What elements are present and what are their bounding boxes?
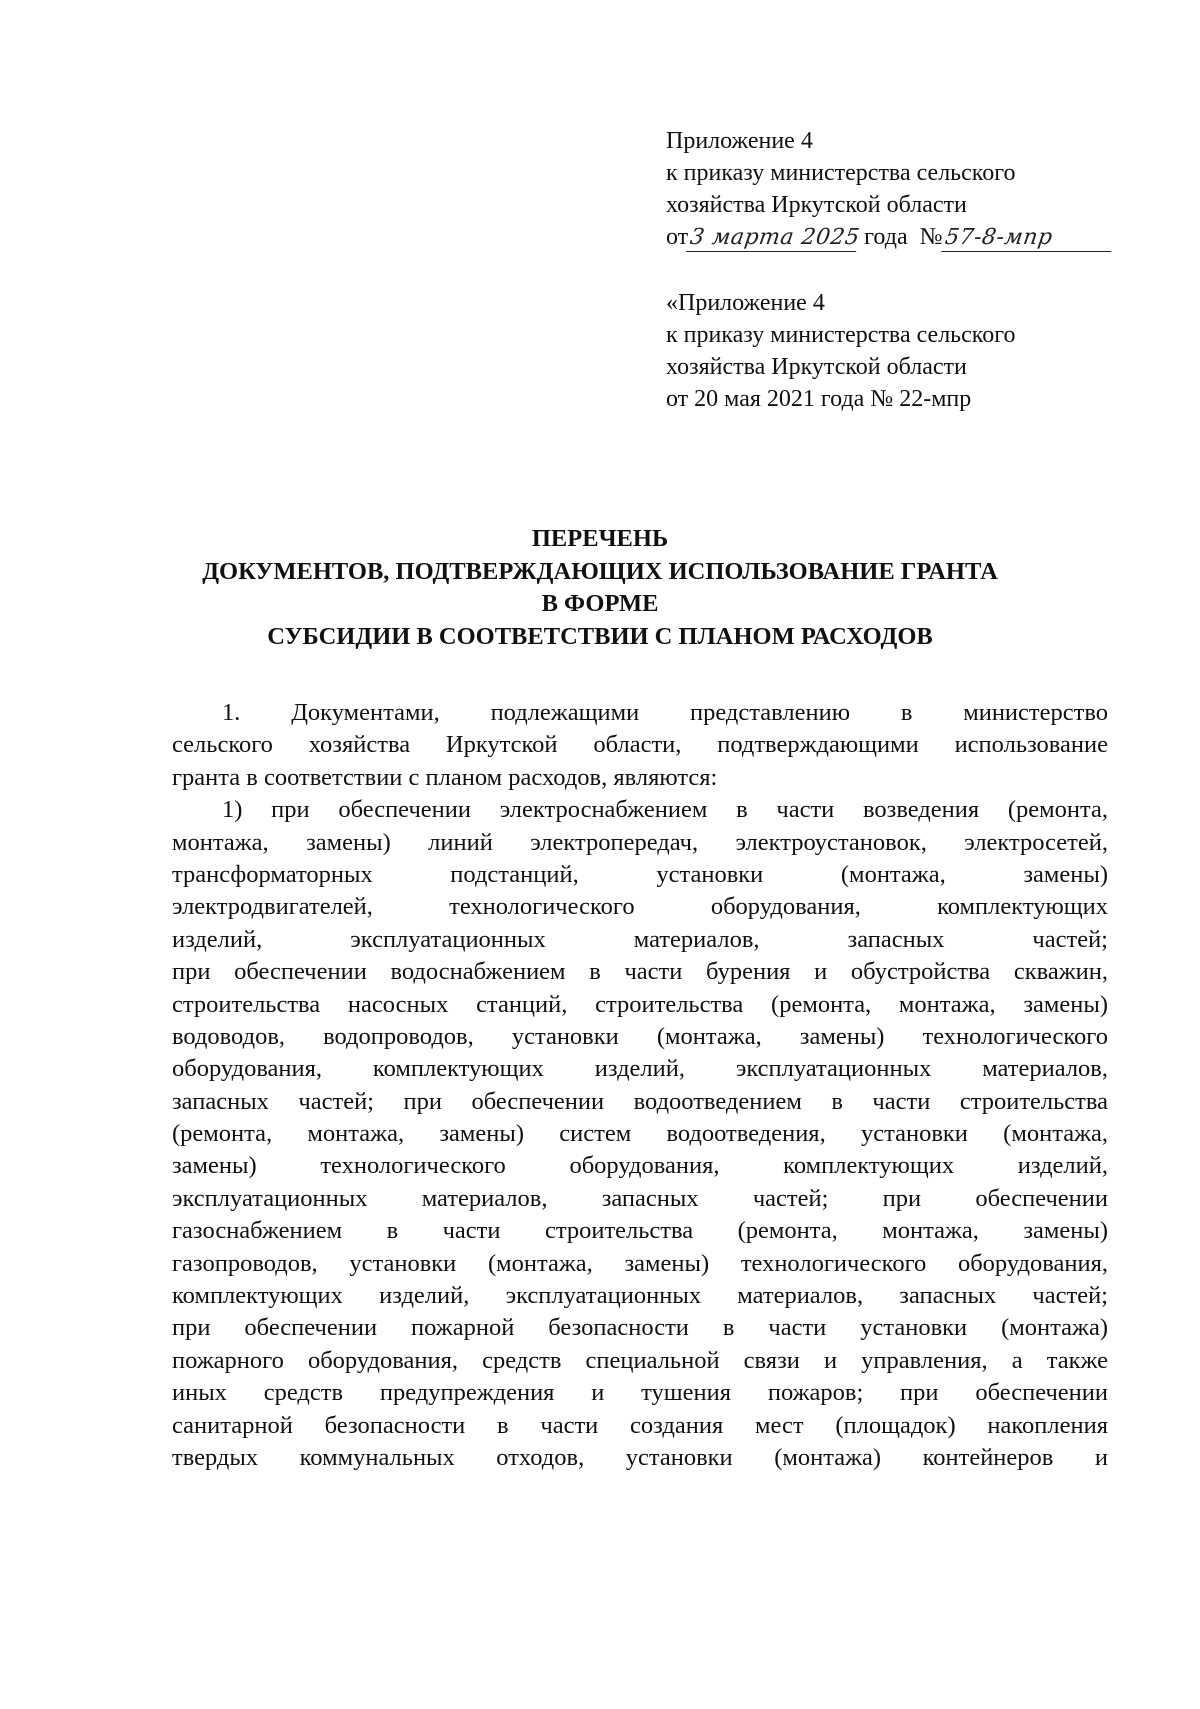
body-line: газопроводов, установки (монтажа, замены) технологического оборудования, [172, 1249, 1108, 1277]
appendix-old-line1: «Приложение 4 [666, 290, 825, 316]
body-line: комплектующих изделий, эксплуатационных материалов, запасных частей; [172, 1282, 1108, 1310]
body-line: гранта в соответствии с планом расходов, являются: [172, 763, 718, 791]
body-line: 1) при обеспечении электроснабжением в части возведения (ремонта, [222, 796, 1108, 824]
appendix-old-header [666, 287, 1146, 415]
title-line2: ДОКУМЕНТОВ, ПОДТВЕРЖДАЮЩИХ ИСПОЛЬЗОВАНИЕ ГРАНТА [202, 557, 998, 585]
appendix-new-line3: хозяйства Иркутской области [666, 192, 967, 218]
appendix-new-header [666, 125, 1146, 253]
appendix-old-line3: хозяйства Иркутской области [666, 354, 967, 380]
appendix-new-line1: Приложение 4 [666, 128, 813, 154]
body-line: эксплуатационных материалов, запасных частей; при обеспечении [172, 1184, 1108, 1212]
body-line: оборудования, комплектующих изделий, эксплуатационных материалов, [172, 1055, 1108, 1083]
body-line: газоснабжением в части строительства (ремонта, монтажа, замены) [172, 1217, 1108, 1245]
appendix-old-line2: к приказу министерства сельского [666, 322, 1016, 348]
body-line: сельского хозяйства Иркутской области, подтверждающими использование [172, 731, 1108, 759]
handwritten-date: 3 марта 2025 [686, 225, 860, 252]
document-title [150, 523, 1050, 653]
body-line: замены) технологического оборудования, комплектующих изделий, [172, 1152, 1108, 1180]
body-line: твердых коммунальных отходов, установки (монтажа) контейнеров и [172, 1443, 1108, 1471]
appendix-new-date-line [666, 221, 1146, 253]
number-label: № [919, 224, 943, 250]
appendix-new-line2: к приказу министерства сельского [666, 160, 1016, 186]
body-line: при обеспечении пожарной безопасности в части установки (монтажа) [172, 1314, 1108, 1342]
body-line: электродвигателей, технологического оборудования, комплектующих [172, 893, 1108, 921]
body-line: санитарной безопасности в части создания мест (площадок) накопления [172, 1411, 1108, 1439]
body-line: при обеспечении водоснабжением в части бурения и обустройства скважин, [172, 958, 1108, 986]
body-line: трансформаторных подстанций, установки (монтажа, замены) [172, 860, 1108, 888]
body-text [172, 697, 1108, 1474]
body-line: пожарного оборудования, средств специальной связи и управления, а также [172, 1346, 1108, 1374]
body-line: запасных частей; при обеспечении водоотведением в части строительства [172, 1087, 1108, 1115]
body-line: (ремонта, монтажа, замены) систем водоотведения, установки (монтажа, [172, 1120, 1108, 1148]
year-label: года [864, 224, 908, 250]
body-line: строительства насосных станций, строительства (ремонта, монтажа, замены) [172, 990, 1108, 1018]
title-line1: ПЕРЕЧЕНЬ [531, 525, 669, 552]
appendix-old-line4: от 20 мая 2021 года № 22-мпр [666, 386, 972, 412]
handwritten-number: 57-8-мпр [941, 225, 1115, 252]
body-line: монтажа, замены) линий электропередач, электроустановок, электросетей, [172, 828, 1108, 856]
body-line: иных средств предупреждения и тушения пожаров; при обеспечении [172, 1379, 1108, 1407]
body-line: 1. Документами, подлежащими представлению в министерство [222, 699, 1108, 726]
body-line: изделий, эксплуатационных материалов, запасных частей; [172, 925, 1108, 953]
body-line: водоводов, водопроводов, установки (монтажа, замены) технологического [172, 1022, 1108, 1050]
from-label: от [666, 224, 689, 250]
title-line4: СУБСИДИИ В СООТВЕТСТВИИ С ПЛАНОМ РАСХОДОВ [267, 622, 933, 650]
title-line3: В ФОРМЕ [541, 590, 659, 617]
